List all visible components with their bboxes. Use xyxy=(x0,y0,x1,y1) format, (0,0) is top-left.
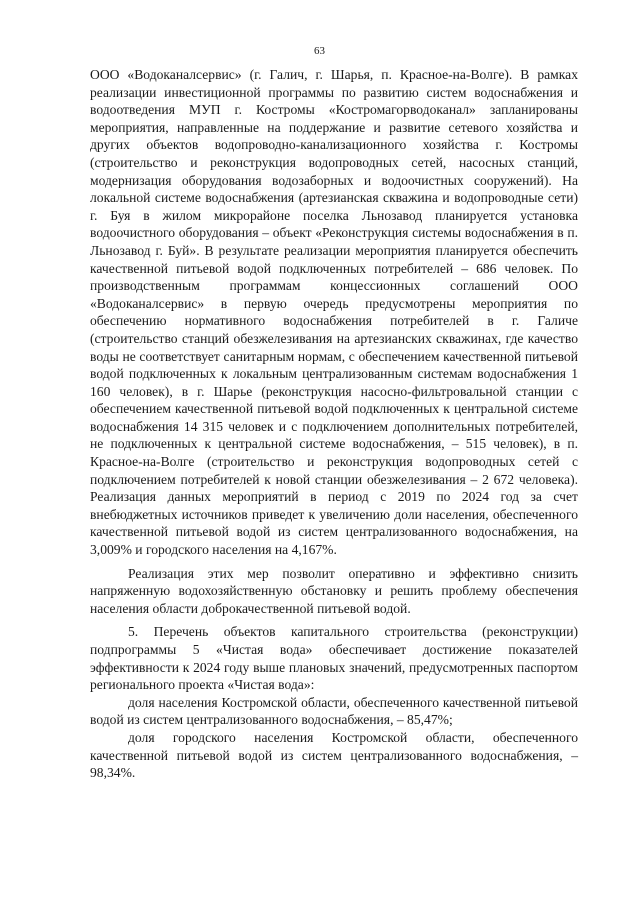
page-number: 63 xyxy=(314,45,325,57)
paragraph-urban-indicator: доля городского населения Костромской области, обеспеченного качественной питьевой водой из систем централизованного водоснабжения, – 98,34%. xyxy=(90,729,578,781)
paragraph-regional-indicator: доля населения Костромской области, обеспеченного качественной питьевой водой из систем централизованного водоснабжения, – 85,47%; xyxy=(90,694,578,728)
body-text xyxy=(90,66,578,782)
paragraph-water-supply-projects: ООО «Водоканалсервис» (г. Галич, г. Шарья, п. Красное-на-Волге). В рамках реализации инвестиционной программы по развитию систем водоснабжения и водоотведения МУП г. Костромы «Костромагорводоканал» запланированы мероприятия, направленные на поддержание и развитие сетевого хозяйства и других объектов водопроводно-канализационного хозяйства г. Костромы (строительство и реконструкция водопроводных сетей, насосных станций, модернизация оборудования водозаборных и водоочистных сооружений). На локальной системе водоснабжения (артезианская скважина и водопроводные сети) г. Буя в жилом микрорайоне поселка Льнозавод планируется установка водоочистного оборудования – объект «Реконструкция системы водоснабжения в п. Льнозавод г. Буй». В результате реализации мероприятия планируется обеспечить качественной питьевой водой подключенных потребителей – 686 человек. По производственным программам концессионных соглашений ООО «Водоканалсервис» в первую очередь предусмотрены мероприятия по обеспечению нормативного водоснабжения потребителей в г. Галиче (строительство станций обезжелезивания на артезианских скважинах, где качество воды не соответствует санитарным нормам, с обеспечением качественной питьевой водой подключенных к локальным централизованным системам водоснабжения 1 160 человек), в г. Шарье (реконструкция насосно-фильтровальной станции с обеспечением качественной питьевой водой подключенных к центральной системе водоснабжения 14 315 человек и с подключением дополнительных потребителей, не подключенных к центральной системе водоснабжения, – 515 человек), в п. Красное-на-Волге (строительство и реконструкция водопроводных сетей с подключением потребителей к новой станции обезжелезивания – 2 672 человека). Реализация данных мероприятий в период с 2019 по 2024 год за счет внебюджетных источников приведет к увеличению доли населения, обеспеченного качественной питьевой водой из систем централизованного водоснабжения, на 3,009% и городского населения на 4,167%. xyxy=(90,67,578,558)
paragraph-capital-construction-list: 5. Перечень объектов капитального строительства (реконструкции) подпрограммы 5 «Чистая вода» обеспечивает достижение показателей эффективности к 2024 году выше плановых значений, предусмотренных паспортом регионального проекта «Чистая вода»: xyxy=(90,624,578,693)
paragraph-measures-effect: Реализация этих мер позволит оперативно и эффективно снизить напряженную водохозяйственную обстановку и решить проблему обеспечения населения области доброкачественной питьевой водой. xyxy=(90,565,578,616)
